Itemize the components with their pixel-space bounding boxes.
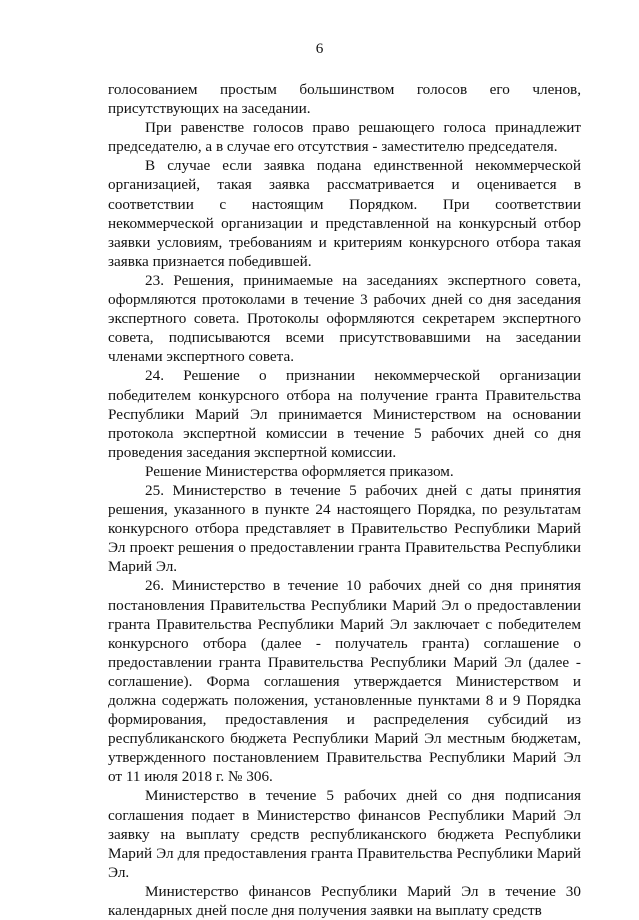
paragraph-clause-24: 24. Решение о признании некоммерческой организации победителем конкурсного отбора на получение гранта Правительства Республики Марий Эл принимается Министерством на основании протокола экспертной комиссии в течение 5 рабочих дней со дня проведения заседания экспертной комиссии. [108,367,581,461]
paragraph-single-application: В случае если заявка подана единственной некоммерческой организацией, такая заявка рассматривается и оценивается в соответствии с настоящим Порядком. При соответствии некоммерческой организации и представленной на конкурсный отбор заявки условиям, требованиям и критериям конкурсного отбора такая заявка признается победившей. [108,157,581,270]
page-number: 6 [315,40,324,57]
paragraph-ministry-order: Решение Министерства оформляется приказом. [145,462,454,480]
document-body [108,80,581,920]
paragraph-finance-ministry: Министерство финансов Республики Марий Эл в течение 30 календарных дней после дня получения заявки на выплату средств [108,882,581,920]
paragraph-clause-25: 25. Министерство в течение 5 рабочих дней с даты принятия решения, указанного в пункте 24 настоящего Порядка, по результатам конкурсного отбора представляет в Правительство Республики Марий Эл проект решения о предоставлении гранта Правительства Республики Марий Эл. [108,481,581,576]
paragraph-payment-request: Министерство в течение 5 рабочих дней со дня подписания соглашения подает в Министерство финансов Республики Марий Эл заявку на выплату средств республиканского бюджета Республики Марий Эл для предоставления гранта Правительства Республики Марий Эл. [108,787,581,881]
paragraph-clause-23: 23. Решения, принимаемые на заседаниях экспертного совета, оформляются протоколами в течение 3 рабочих дней со дня заседания экспертного совета. Протоколы оформляются секретарем экспертного совета, подписываются всеми присутствовавшими на заседании членами экспертного совета. [108,271,581,366]
paragraph-clause-26: 26. Министерство в течение 10 рабочих дней со дня принятия постановления Правительства Республики Марий Эл о предоставлении гранта Правительства Республики Марий Эл заключает с победителем конкурсного отбора (далее - получатель гранта) соглашение о предоставлении гранта Правительства Республики Марий Эл (далее - соглашение). Форма соглашения утверждается Министерством и должна содержать положения, установленные пунктами 8 и 9 Порядка формирования, предоставления и распределения субсидий из республиканского бюджета Республики Марий Эл местным бюджетам, утвержденного постановлением Правительства Республики Марий Эл от 11 июля 2018 г. № 306. [108,577,581,786]
paragraph-tie-vote: При равенстве голосов право решающего голоса принадлежит председателю, а в случае его отсутствия - заместителю председателя. [108,119,581,156]
paragraph-voting-continuation: голосованием простым большинством голосов его членов, присутствующих на заседании. [108,81,581,118]
